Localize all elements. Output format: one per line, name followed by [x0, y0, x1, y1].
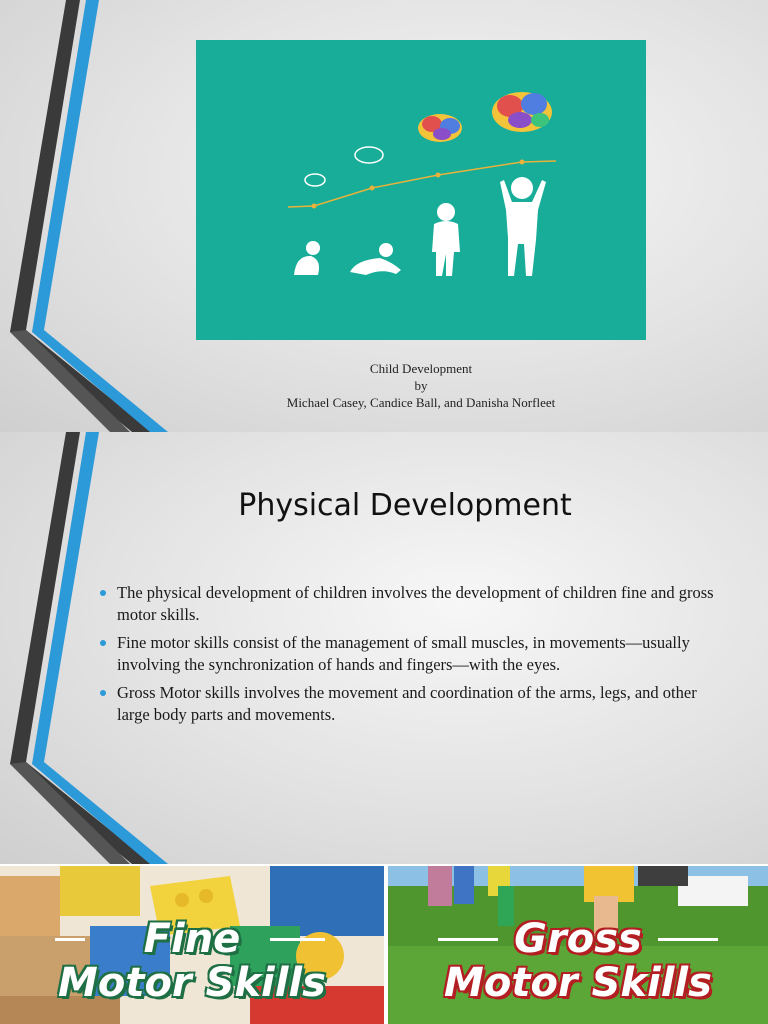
gross-title: Gross — [514, 916, 642, 962]
motor-skills-slide — [0, 866, 768, 1024]
bullet-icon — [100, 640, 106, 646]
title-caption — [196, 360, 646, 411]
slide-decoration — [0, 0, 200, 432]
bullet-icon — [100, 690, 106, 696]
gross-motor-skills-image — [388, 866, 768, 1024]
brain-icon-color-large — [492, 92, 552, 132]
physical-development-slide — [0, 432, 768, 864]
bullet-item — [98, 682, 718, 726]
title-slide — [0, 0, 768, 432]
fine-motor-skills-image — [0, 866, 384, 1024]
gross-subtitle: Motor Skills — [444, 960, 712, 1006]
bullet-text: Gross Motor skills involves the movement and coordination of the arms, legs, and other large body parts and movements. — [117, 683, 697, 724]
bullet-item — [98, 582, 718, 626]
brain-icon-small — [305, 147, 383, 186]
by-label: by — [414, 378, 428, 393]
bullet-icon — [100, 590, 106, 596]
child-development-illustration — [196, 40, 646, 340]
bullet-text: Fine motor skills consist of the management of small muscles, in movements—usually involving the synchronization of hands and fingers—with the eyes. — [117, 633, 690, 674]
bullet-item — [98, 632, 718, 676]
slide-title: Physical Development — [238, 488, 572, 523]
bullet-text: The physical development of children involves the development of children fine and gross motor skills. — [117, 583, 714, 624]
presentation-title: Child Development — [369, 361, 473, 376]
bullet-list — [98, 582, 718, 732]
brain-icon-color-medium — [418, 114, 462, 142]
fine-subtitle: Motor Skills — [58, 960, 326, 1006]
children-silhouettes — [294, 177, 546, 276]
fine-title: Fine — [143, 916, 241, 962]
authors: Michael Casey, Candice Ball, and Danisha Norfleet — [286, 395, 556, 410]
